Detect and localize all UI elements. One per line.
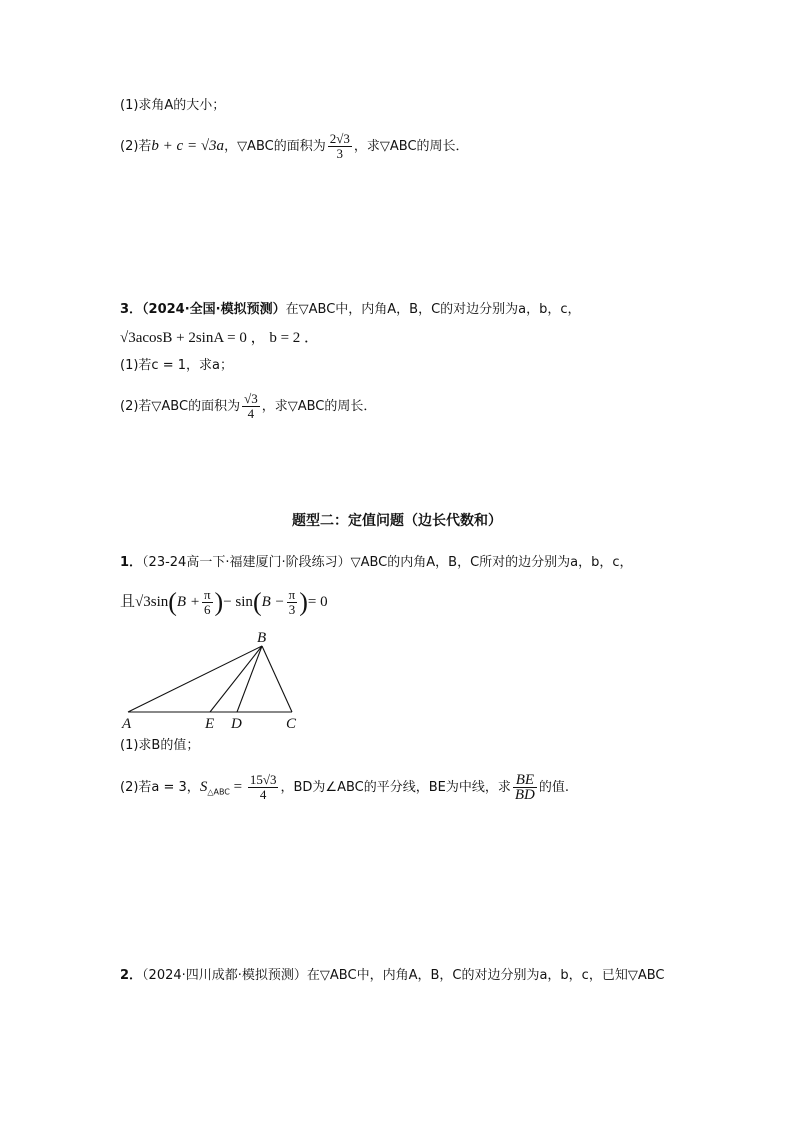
p3-q2-fraction: [242, 392, 260, 421]
label-D: D: [231, 716, 242, 732]
p1b-q2-num: 15√3: [249, 772, 277, 787]
p1b-frac-pi6-den: 6: [204, 602, 211, 617]
p1b-eq-a: 且√3sin: [120, 594, 169, 610]
label-C: C: [286, 716, 297, 732]
p1b-source: （23-24高一下·福建厦门·阶段练习）: [142, 555, 351, 570]
p1b-frac-pi3-num: π: [288, 587, 296, 602]
p1b-q2: [120, 773, 569, 803]
p1b-q2-ratio: [513, 773, 537, 802]
p1b-q2-ratio-den: BD: [514, 787, 535, 803]
label-E: E: [205, 716, 215, 732]
p3-line2: [120, 328, 319, 349]
p1b-frac-pi3: [287, 588, 298, 617]
p3-q2-end: ，求▽ABC的周长．: [261, 399, 377, 414]
p1b-q2-s: S: [199, 779, 208, 795]
p1b-eq-i: = 0: [307, 594, 328, 610]
p3-q2-num: √3: [244, 391, 258, 406]
p1b-q2-ratio-num: BE: [513, 773, 537, 788]
p2b-source: （2024·四川成都·模拟预测）: [142, 968, 307, 983]
side-AB: [128, 646, 262, 712]
p3-q2: [120, 392, 376, 421]
p1b-line1: [120, 553, 633, 573]
label-A: A: [122, 716, 132, 732]
p1-q2-cond: b + c = √3a: [151, 138, 225, 154]
p1b-frac-pi3-den: 3: [288, 602, 296, 617]
paren-close-2: ): [299, 587, 308, 617]
triangle-figure: [118, 626, 318, 734]
label-B: B: [257, 630, 267, 646]
p1b-q2-sub: △ABC: [207, 787, 230, 797]
p1b-q2-end: 的值.: [538, 780, 570, 795]
p1-q2-prefix: (2)若: [120, 139, 152, 154]
p1b-line2: [120, 588, 328, 617]
p1-q1: (1)求角A的大小；: [120, 98, 226, 113]
p1b-q2-fraction: [248, 773, 279, 802]
p1b-eq-e: − sin: [223, 594, 253, 610]
p3-q1: (1)若c = 1，求a；: [120, 358, 233, 373]
p3-q2-prefix: (2)若▽ABC的面积为: [120, 399, 241, 414]
p1b-frac-pi6: [202, 588, 213, 617]
p3-number: 3．: [120, 302, 143, 317]
p3-source: （2024·全国·模拟预测）: [142, 302, 286, 317]
segment-BE: [210, 646, 262, 712]
p2b-number: 2．: [120, 968, 143, 983]
p1b-q2-eq: =: [229, 779, 246, 795]
p3-q2-den: 4: [247, 406, 255, 421]
p1-q2-num: 2√3: [329, 131, 350, 146]
p1b-eq-f: B −: [261, 594, 285, 610]
paren-close-1: ): [214, 587, 224, 617]
paren-open-2: (: [252, 587, 262, 617]
p1b-eq-b: B +: [176, 594, 200, 610]
p3-equation: √3acosB + 2sinA = 0 ， b = 2 ．: [120, 330, 320, 346]
p2b-line1: [120, 966, 664, 986]
p1b-q2-mid: ，BD为∠ABC的平分线，BE为中线，求: [280, 780, 511, 795]
p1b-q1: (1)求B的值；: [120, 738, 200, 753]
p1-q2-fraction: [328, 132, 352, 161]
section-title: 题型二：定值问题（边长代数和）: [292, 513, 502, 529]
p1b-q2-prefix: (2)若a = 3，: [120, 780, 200, 795]
p3-line1-text: 在▽ABC中，内角A，B，C的对边分别为a，b，c，: [285, 302, 581, 317]
p1-q2: [120, 132, 469, 161]
side-BC: [262, 646, 292, 712]
p1b-frac-pi6-num: π: [203, 587, 211, 602]
p3-line1: [120, 300, 581, 320]
p1b-q2-den: 4: [259, 787, 267, 802]
p1b-line1-text: ▽ABC的内角A，B，C所对的边分别为a，b，c，: [350, 555, 633, 570]
p2b-line1-text: 在▽ABC中，内角A，B，C的对边分别为a，b，c，已知▽ABC: [306, 968, 665, 983]
p1-q2-mid: ，▽ABC的面积为: [224, 139, 326, 154]
p1-q2-end: ，求▽ABC的周长．: [353, 139, 469, 154]
p1-q2-den: 3: [336, 146, 344, 161]
p1b-number: 1．: [120, 555, 143, 570]
paren-open-1: (: [168, 587, 177, 617]
